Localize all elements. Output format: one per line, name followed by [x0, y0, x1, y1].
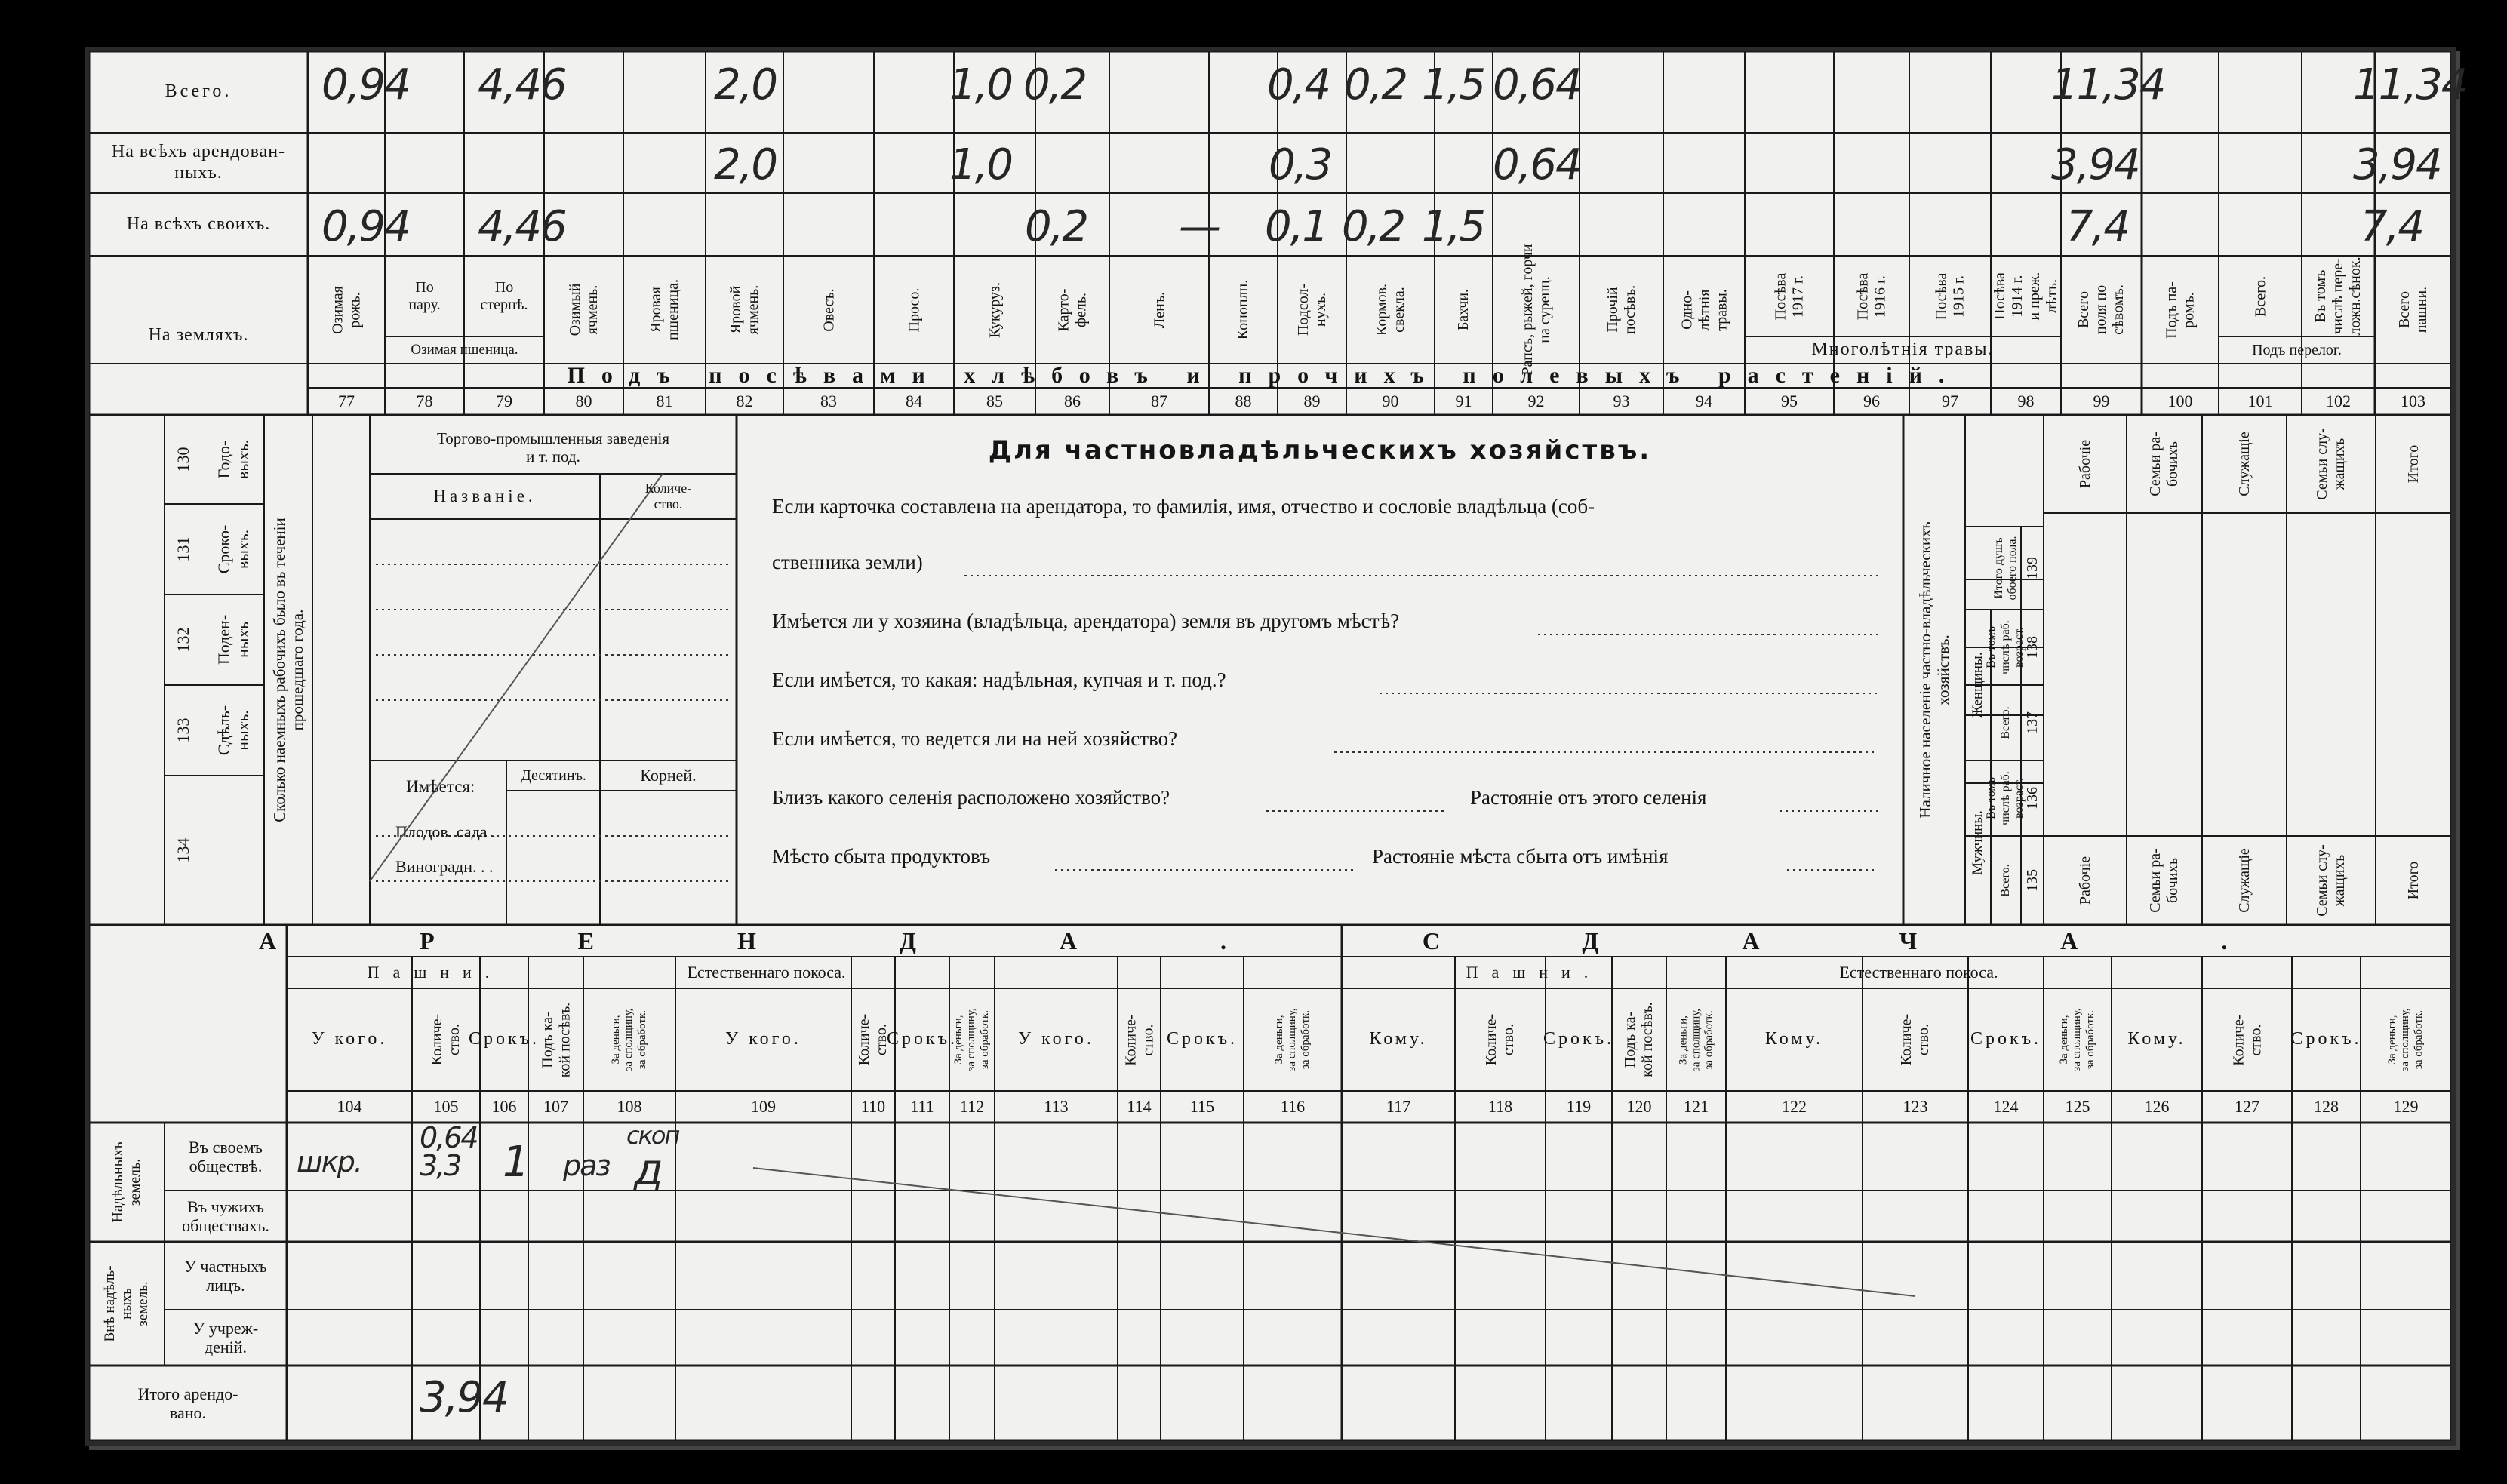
handwritten-svoi: 0,94	[321, 202, 410, 251]
handwritten-arend: 0,64	[1493, 140, 1581, 189]
column-header: Срокъ.	[886, 1029, 958, 1049]
row-label: Въ чужихъ обществахъ.	[182, 1197, 269, 1235]
section-band-title: Подъ посѣвами хлѣбовъ и прочихъ полевыхъ растеній.	[567, 362, 1961, 388]
column-header: Кому.	[1764, 1029, 1824, 1049]
column-header: Срокъ.	[2290, 1029, 2362, 1049]
handwritten-svoi: 0,2	[1342, 202, 1405, 251]
column-header: Кормов. свекла.	[1373, 283, 1407, 336]
handwritten-svoi: 0,2	[1025, 202, 1088, 251]
question: Близъ какого селенія расположено хозяйство?	[772, 786, 1170, 809]
column-number: 110	[860, 1097, 886, 1117]
column-header: Рабочіе	[2076, 856, 2093, 905]
column-number: 116	[1280, 1097, 1306, 1117]
column-number: 106	[491, 1097, 517, 1117]
column-header: У кого.	[311, 1029, 388, 1049]
column-header: Рапсъ, рыжей, горчи на суренц.	[1518, 244, 1553, 376]
column-header: Семьи слу- жащихъ	[2314, 844, 2348, 917]
column-number: 87	[1151, 392, 1167, 411]
column-header: У кого.	[725, 1029, 801, 1049]
column-header: Семьи ра- бочихъ	[2147, 848, 2181, 913]
column-number: 123	[1903, 1097, 1928, 1117]
column-header: У кого.	[1018, 1029, 1094, 1049]
column-number: 122	[1782, 1097, 1807, 1117]
group-label: Надѣльныхъ земель.	[109, 1141, 143, 1223]
center-title: Для частновладѣльческихъ хозяйствъ.	[988, 435, 1652, 466]
column-header: Всего пашни.	[2395, 286, 2430, 333]
pop-cell-number: 139	[2023, 557, 2041, 579]
column-header: Срокъ.	[1543, 1029, 1615, 1049]
pop-cell-number: 135	[2023, 869, 2041, 892]
sdacha-title: СДАЧА.	[1422, 926, 2371, 954]
column-header: За деньги, за сполщину, за обработк.	[2058, 1008, 2096, 1071]
pop-cell-label: Въ томъ числѣ раб. возраст.	[1985, 771, 2026, 825]
column-number: 79	[496, 392, 512, 411]
handwritten-arend: 2,0	[714, 140, 777, 189]
pencil-stroke	[753, 1168, 1915, 1296]
label: Имѣется:	[406, 777, 475, 796]
question: Растояніе отъ этого селенія	[1470, 786, 1707, 809]
pop-cell-label: Итого душъ обоего пола.	[1992, 536, 2019, 601]
column-header: Просо.	[905, 287, 922, 332]
handwritten-entry: 3,94	[420, 1373, 508, 1422]
group-label: Озимая пшеница.	[411, 342, 518, 358]
column-number: 105	[433, 1097, 459, 1117]
handwritten-entry: 1	[503, 1138, 528, 1187]
column-header: Количе- ство.	[856, 1013, 890, 1066]
column-number: 103	[2401, 392, 2425, 411]
column-number: 128	[2314, 1097, 2339, 1117]
question: Если карточка составлена на арендатора, то фамилія, имя, отчество и сословіе владѣльца (соб-	[772, 495, 1595, 518]
column-number: 104	[337, 1097, 362, 1117]
group-label: Подъ перелог.	[2252, 341, 2342, 358]
day-label: Сроко- выхъ.	[214, 524, 252, 574]
trade-title: Торгово-промышленныя заведенія и т. под.	[437, 429, 669, 465]
day-label: Поден- ныхъ	[214, 614, 252, 665]
pop-cell-number: 138	[2023, 636, 2041, 659]
column-number: 83	[820, 392, 837, 411]
row-label: Въ своемъ обществѣ.	[189, 1137, 263, 1175]
column-header: Семьи ра- бочихъ	[2147, 432, 2181, 496]
workers-title: Сколько наемныхъ рабочихъ было въ теченіи прошедшаго года.	[269, 518, 306, 822]
column-number: 84	[906, 392, 922, 411]
column-header: Десятинъ.	[521, 767, 586, 784]
handwritten-entry: 3,3	[420, 1149, 461, 1182]
day-label	[202, 776, 264, 925]
column-number: 102	[2326, 392, 2351, 411]
column-number: 100	[2167, 392, 2193, 411]
column-header: Прочій посѣвъ.	[1604, 284, 1638, 335]
handwritten-entry: 0,64	[420, 1121, 478, 1154]
column-number: 97	[1942, 392, 1958, 411]
handwritten-vsego: 0,2	[1344, 60, 1407, 109]
handwritten-vsego: 0,2	[1023, 60, 1087, 109]
day-label: Сдѣль- ныхъ.	[214, 705, 252, 756]
column-header: Итого	[2404, 444, 2422, 484]
handwritten-arend: 3,94	[2353, 140, 2441, 189]
group-label: Внѣ надѣль- ныхъ земель.	[102, 1265, 151, 1342]
column-header: Количе- ство.	[1483, 1013, 1517, 1066]
column-number: 115	[1189, 1097, 1215, 1117]
column-header: Количе- ство.	[2229, 1013, 2264, 1066]
column-header: Овесъ.	[820, 287, 837, 332]
handwritten-vsego: 0,4	[1267, 60, 1330, 109]
column-header: Рабочіе	[2076, 439, 2093, 489]
pencil-stroke	[370, 474, 663, 881]
question: Растояніе мѣста сбыта отъ имѣнія	[1372, 845, 1669, 868]
column-header: Коноплн.	[1235, 279, 1251, 340]
column-header: За деньги, за сполщину, за обработк.	[952, 1008, 991, 1071]
column-header: Служащіе	[2235, 848, 2253, 913]
question: Имѣется ли у хозяина (владѣльца, арендатора) земля въ другомъ мѣстѣ?	[772, 610, 1400, 632]
column-number: 98	[2017, 392, 2035, 411]
row-label: На земляхъ.	[148, 324, 249, 345]
day-label: Годо- выхъ.	[214, 439, 252, 480]
column-number: 81	[656, 392, 673, 411]
column-header: Количе- ство.	[429, 1013, 463, 1066]
column-header: Бахчи.	[1455, 288, 1472, 331]
handwritten-arend: 1,0	[949, 140, 1013, 189]
column-header: Названіе.	[433, 486, 537, 505]
column-number: 101	[2247, 392, 2273, 411]
row-label: На всѣхъ своихъ.	[126, 214, 271, 234]
column-header: Кому.	[1369, 1029, 1428, 1049]
column-header: Одно- лѣтнія травы.	[1678, 288, 1730, 331]
column-number: 77	[338, 392, 355, 411]
column-header: Посѣва 1916 г.	[1854, 272, 1888, 320]
column-number: 96	[1863, 392, 1880, 411]
handwritten-vsego: 4,46	[478, 60, 566, 109]
handwritten-entry: д	[634, 1145, 662, 1194]
handwritten-entry: шкр.	[297, 1145, 361, 1178]
handwritten-vsego: 11,34	[2051, 60, 2165, 109]
column-number: 119	[1566, 1097, 1592, 1117]
column-header: Ленъ.	[1150, 291, 1167, 328]
column-header: Посѣва 1915 г.	[1933, 272, 1967, 320]
handwritten-entry: скоп	[626, 1121, 679, 1150]
handwritten-svoi: 7,4	[2361, 202, 2424, 251]
column-header: Всего поля по сѣвомъ.	[2075, 284, 2127, 335]
arenda-title: АРЕНДА.	[259, 926, 1370, 954]
question: Если имѣется, то ведется ли на ней хозяйство?	[772, 727, 1178, 750]
question: Мѣсто сбыта продуктовъ	[772, 845, 991, 868]
column-number: 109	[751, 1097, 776, 1117]
column-number: 91	[1455, 392, 1472, 411]
row-label: У учреж- деній.	[192, 1318, 259, 1356]
column-header: Корней.	[640, 766, 697, 785]
column-header: Семьи слу- жащихъ	[2314, 428, 2348, 500]
column-number: 89	[1303, 392, 1321, 411]
handwritten-arend: 0,3	[1269, 140, 1332, 189]
handwritten-entry: раз	[563, 1149, 610, 1182]
census-card	[89, 51, 2467, 1441]
column-header: По стернѣ.	[480, 278, 528, 313]
column-header: Срокъ.	[468, 1029, 540, 1049]
column-number: 124	[1993, 1097, 2019, 1117]
column-number: 111	[910, 1097, 934, 1117]
column-header: Въ томъ числѣ пере- ложн.сѣнок.	[2312, 257, 2364, 336]
column-header: Служащіе	[2235, 432, 2253, 496]
column-header: По пару.	[408, 278, 441, 313]
column-number: 117	[1386, 1097, 1411, 1117]
column-number: 126	[2144, 1097, 2170, 1117]
handwritten-svoi: 7,4	[2066, 202, 2130, 251]
handwritten-vsego: 1,5	[1422, 60, 1485, 109]
pop-cell-label: Въ томъ числѣ раб. возраст.	[1985, 620, 2026, 674]
column-header: Количе- ство.	[1898, 1013, 1932, 1066]
handwritten-vsego: 0,94	[321, 60, 410, 109]
column-header: Кому.	[2127, 1029, 2186, 1049]
column-header: Яровая пшеница.	[647, 279, 681, 340]
column-header: Количе- ство.	[1121, 1013, 1156, 1066]
question: ственника земли)	[772, 551, 923, 573]
day-number: 134	[174, 837, 193, 863]
column-number: 80	[575, 392, 592, 411]
column-header: Посѣва 1917 г.	[1772, 272, 1806, 320]
handwritten-svoi: —	[1179, 202, 1220, 251]
group-label: Пашни.	[1466, 963, 1602, 982]
pop-cell-number: 137	[2023, 711, 2041, 734]
column-header: За деньги, за сполщину, за обработк.	[610, 1008, 648, 1071]
day-number: 130	[174, 447, 193, 472]
column-number: 90	[1382, 392, 1399, 411]
day-number: 132	[174, 627, 193, 653]
column-header: Озимый ячмень.	[566, 283, 601, 336]
column-header: Подъ ка- кой посѣвъ.	[538, 1002, 573, 1077]
day-number: 131	[174, 536, 193, 562]
handwritten-svoi: 4,46	[478, 202, 566, 251]
column-number: 114	[1127, 1097, 1152, 1117]
column-number: 107	[543, 1097, 568, 1117]
column-header: Всего.	[2251, 275, 2269, 317]
column-number: 95	[1781, 392, 1798, 411]
column-number: 99	[2093, 392, 2110, 411]
label: Виноградн. . .	[395, 857, 494, 876]
group-label: Естественнаго покоса.	[1839, 963, 1998, 982]
population-title: Наличное населеніе частно-владѣльческихъ хозяйствъ.	[1915, 521, 1952, 819]
column-number: 120	[1626, 1097, 1652, 1117]
column-number: 121	[1684, 1097, 1709, 1117]
column-header: Яровой ячмень.	[727, 284, 761, 335]
column-header: За деньги, за сполщину, за обработк.	[1676, 1008, 1715, 1071]
pop-cell-label: Всего.	[1998, 706, 2012, 739]
column-number: 92	[1527, 392, 1545, 411]
column-header: Срокъ.	[1166, 1029, 1238, 1049]
column-header: Карто- фель.	[1055, 288, 1089, 331]
group-label: Многолѣтнія травы.	[1811, 340, 1995, 360]
column-number: 112	[959, 1097, 985, 1117]
column-number: 127	[2235, 1097, 2259, 1117]
group-label: Женщины.	[1970, 652, 1986, 718]
column-number: 118	[1487, 1097, 1513, 1117]
column-number: 113	[1044, 1097, 1069, 1117]
column-number: 125	[2065, 1097, 2090, 1117]
column-header: Кукуруз.	[986, 281, 1003, 338]
group-label: Пашни.	[367, 963, 503, 982]
handwritten-arend: 3,94	[2051, 140, 2139, 189]
handwritten-vsego: 2,0	[714, 60, 777, 109]
column-header: Количе- ство.	[644, 481, 692, 512]
row-label: На всѣхъ арендован- ныхъ.	[111, 142, 286, 183]
handwritten-svoi: 0,1	[1265, 202, 1328, 251]
column-number: 93	[1613, 392, 1630, 411]
row-label: Всего.	[165, 81, 232, 102]
pop-cell-number: 136	[2023, 787, 2041, 810]
column-number: 86	[1064, 392, 1081, 411]
label: Плодов. сада .	[395, 822, 496, 841]
column-number: 78	[416, 392, 433, 411]
column-header: Подъ па- ромъ.	[2163, 281, 2197, 339]
column-number: 108	[617, 1097, 642, 1117]
handwritten-vsego: 0,64	[1493, 60, 1581, 109]
column-number: 88	[1235, 392, 1252, 411]
column-header: За деньги, за сполщину, за обработк.	[2386, 1008, 2425, 1071]
group-label: Мужчины.	[1970, 810, 1986, 875]
column-header: Итого	[2404, 861, 2422, 900]
column-number: 94	[1696, 392, 1712, 411]
column-header: Срокъ.	[1970, 1029, 2042, 1049]
row-label: У частныхъ лицъ.	[184, 1256, 267, 1295]
question: Если имѣется, то какая: надѣльная, купчая и т. под.?	[772, 668, 1226, 691]
column-header: За деньги, за сполщину, за обработк.	[1273, 1008, 1312, 1071]
column-header: Подсол- нухъ.	[1294, 283, 1329, 336]
column-number: 85	[986, 392, 1003, 411]
handwritten-svoi: 1,5	[1422, 202, 1485, 251]
column-header: Озимая рожь.	[329, 285, 363, 334]
group-label: Естественнаго покоса.	[687, 963, 846, 982]
pop-cell-label: Всего.	[1998, 864, 2012, 897]
day-number: 133	[174, 717, 193, 743]
column-number: 82	[736, 392, 753, 411]
handwritten-vsego: 1,0	[949, 60, 1013, 109]
handwritten-vsego: 11,34	[2353, 60, 2467, 109]
total-label: Итого арендо- вано.	[137, 1384, 238, 1422]
column-header: Посѣва 1914 г. и преж. лѣтъ.	[1991, 272, 2060, 321]
column-number: 129	[2393, 1097, 2419, 1117]
column-header: Подъ ка- кой посѣвъ.	[1622, 1002, 1656, 1077]
